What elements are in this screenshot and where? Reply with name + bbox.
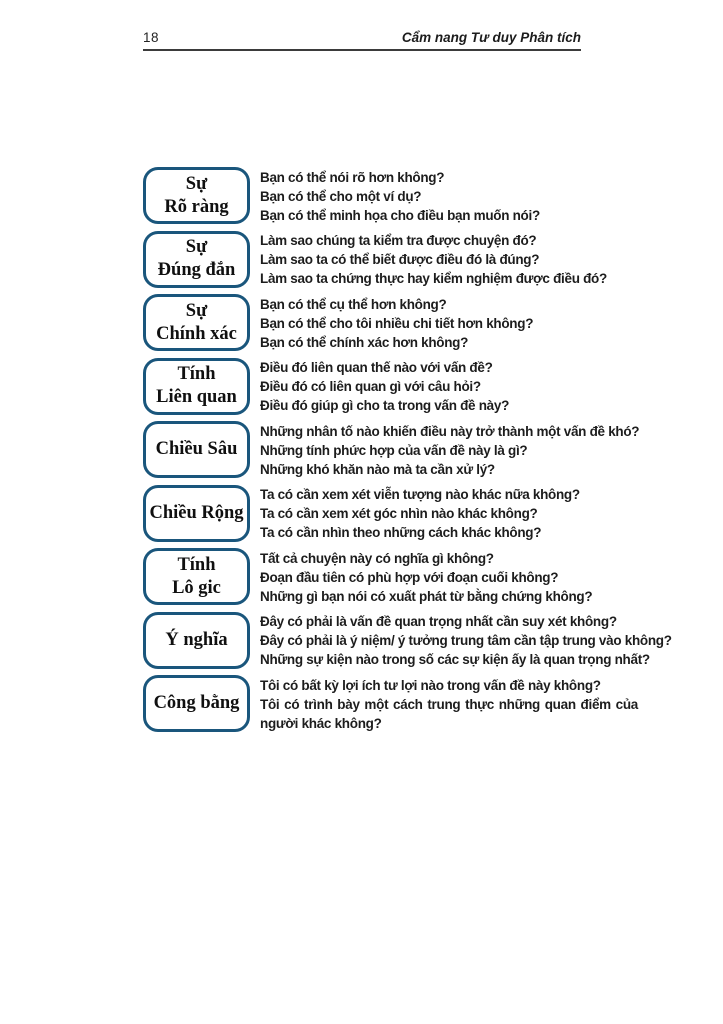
question-line: Tôi có trình bày một cách trung thực những quan điểm của người khác không? xyxy=(260,696,638,731)
criterion-questions xyxy=(260,485,638,543)
criterion-questions xyxy=(260,675,638,733)
criterion-row xyxy=(143,612,672,670)
criterion-row xyxy=(143,358,643,416)
criterion-label-box xyxy=(143,294,250,351)
question-line: Đoạn đầu tiên có phù hợp với đoạn cuối không? xyxy=(260,569,559,585)
criterion-label-line: Chiều Sâu xyxy=(155,439,238,459)
criterion-label-line: Chiều Rộng xyxy=(149,502,244,523)
question-line: Ta có cần xem xét góc nhìn nào khác không? xyxy=(260,506,538,521)
criterion-row xyxy=(143,485,643,543)
criterion-label xyxy=(156,300,237,346)
question-line: Tôi có bất kỳ lợi ích tư lợi nào trong vấn đề này không? xyxy=(260,677,601,693)
criterion-label-line: Sự xyxy=(185,173,208,194)
question-line: Bạn có thể cụ thể hơn không? xyxy=(260,296,447,312)
criterion-questions xyxy=(260,167,638,225)
criterion-questions xyxy=(260,231,638,289)
criterion-row xyxy=(143,421,643,479)
criterion-label-line: Liên quan xyxy=(156,387,237,407)
criterion-label xyxy=(156,363,237,409)
criterion-questions xyxy=(260,358,638,416)
question-line: Tất cả chuyện này có nghĩa gì không? xyxy=(260,550,494,566)
question-line: Làm sao ta có thể biết được điều đó là đúng? xyxy=(260,252,540,267)
question-line: Những nhân tố nào khiến điều này trở thành một vấn đề khó? xyxy=(260,423,640,439)
question-line: Ta có cần xem xét viễn tượng nào khác nữa không? xyxy=(260,487,580,502)
criterion-row xyxy=(143,231,643,289)
page-header xyxy=(143,30,581,51)
criterion-label-line: Chính xác xyxy=(156,323,237,344)
question-line: Bạn có thể chính xác hơn không? xyxy=(260,334,469,350)
criterion-label-line: Ý nghĩa xyxy=(165,629,228,650)
criterion-label-box xyxy=(143,675,250,732)
criterion-questions xyxy=(260,421,638,479)
question-line: Làm sao chúng ta kiểm tra được chuyện đó? xyxy=(260,233,537,248)
criterion-label xyxy=(158,236,236,282)
question-line: Những sự kiện nào trong số các sự kiện ấy là quan trọng nhất? xyxy=(260,652,650,667)
criteria-list xyxy=(143,167,672,739)
question-line: Những gì bạn nói có xuất phát từ bằng chứng không? xyxy=(260,588,593,604)
criterion-row xyxy=(143,675,643,733)
question-line: Bạn có thể cho một ví dụ? xyxy=(260,188,422,204)
question-line: Ta có cần nhìn theo những cách khác không? xyxy=(260,525,542,540)
criterion-label-line: Rõ ràng xyxy=(164,196,229,217)
question-line: Bạn có thể minh họa cho điều bạn muốn nói? xyxy=(260,207,540,223)
criterion-label xyxy=(154,692,240,715)
criterion-label-box xyxy=(143,548,250,605)
criterion-label-line: Tính xyxy=(177,364,216,384)
criterion-label xyxy=(172,554,221,600)
running-head-title: Cẩm nang Tư duy Phân tích xyxy=(401,30,581,45)
criterion-label-box xyxy=(143,358,250,415)
criterion-label-line: Tính xyxy=(177,554,216,575)
page-number: 18 xyxy=(143,30,160,45)
criterion-questions xyxy=(260,612,672,670)
criterion-label xyxy=(165,629,227,652)
question-line: Bạn có thể cho tôi nhiều chi tiết hơn không? xyxy=(260,315,534,331)
question-line: Những tính phức hợp của vấn đề này là gì? xyxy=(260,442,528,458)
criterion-label-line: Sự xyxy=(185,300,208,321)
question-line: Đây có phải là ý niệm/ ý tưởng trung tâm cần tập trung vào không? xyxy=(260,633,672,648)
criterion-label-line: Sự xyxy=(185,237,208,257)
criterion-label-box xyxy=(143,167,250,224)
criterion-label xyxy=(149,502,243,525)
criterion-label-line: Lô gic xyxy=(172,577,221,598)
question-line: Điều đó liên quan thế nào với vấn đề? xyxy=(260,360,493,375)
criterion-label-box xyxy=(143,231,250,288)
criterion-label-box xyxy=(143,485,250,542)
question-line: Làm sao ta chứng thực hay kiểm nghiệm được điều đó? xyxy=(260,271,607,286)
criterion-label xyxy=(156,438,238,461)
criterion-questions xyxy=(260,548,638,606)
criterion-row xyxy=(143,548,643,606)
question-line: Đây có phải là vấn đề quan trọng nhất cần suy xét không? xyxy=(260,614,617,629)
criterion-questions xyxy=(260,294,638,352)
question-line: Bạn có thể nói rõ hơn không? xyxy=(260,169,445,185)
question-line: Điều đó giúp gì cho ta trong vấn đề này? xyxy=(260,398,510,413)
question-line: Những khó khăn nào mà ta cần xử lý? xyxy=(260,461,495,477)
criterion-label-box xyxy=(143,612,250,669)
criterion-label-box xyxy=(143,421,250,478)
criterion-row xyxy=(143,167,643,225)
question-line: Điều đó có liên quan gì với câu hỏi? xyxy=(260,379,481,394)
criterion-label-line: Công bằng xyxy=(153,693,240,713)
criterion-label xyxy=(164,173,228,219)
criterion-label-line: Đúng đắn xyxy=(157,260,236,280)
criterion-row xyxy=(143,294,643,352)
